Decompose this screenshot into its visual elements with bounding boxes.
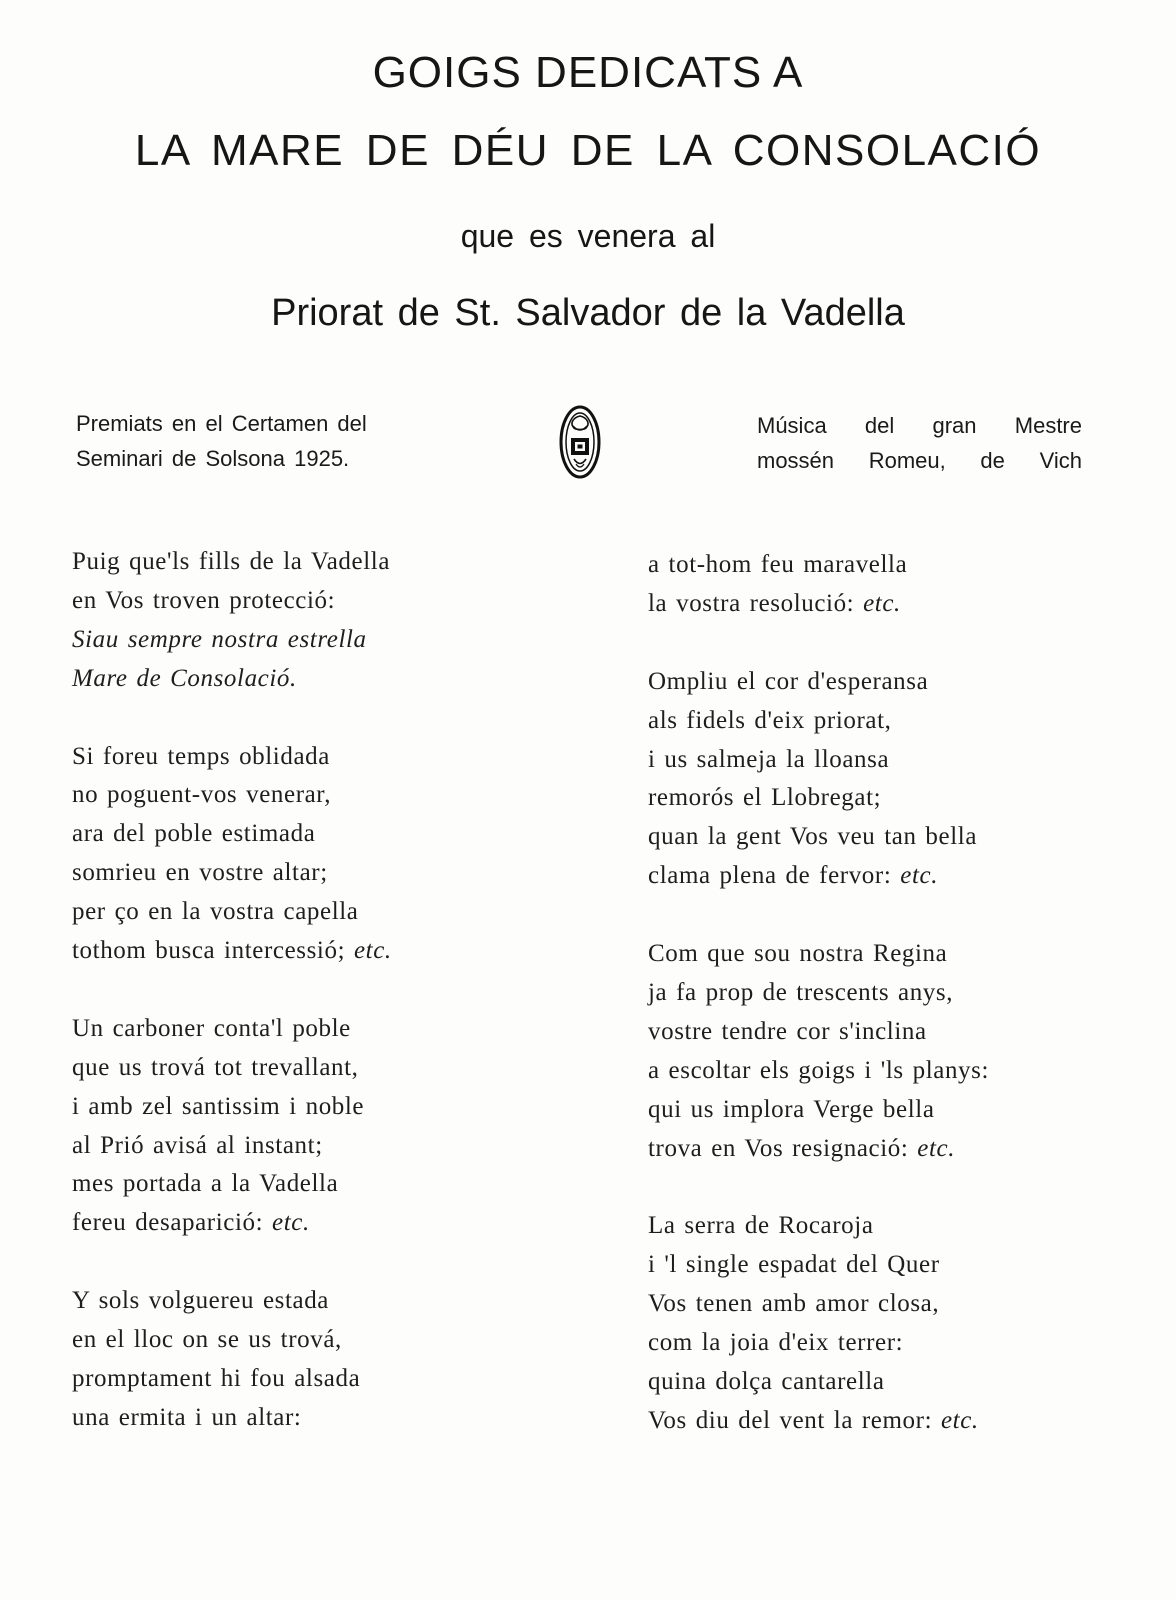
verse-line (72, 1399, 542, 1438)
verse-line (72, 1049, 542, 1088)
verse-text: i us salmeja la lloansa (648, 745, 890, 773)
verse-line (648, 818, 1118, 857)
music-note (757, 408, 1082, 478)
award-note (76, 406, 436, 476)
title-line-1: GOIGS DEDICATS A (372, 48, 804, 97)
verse-line (72, 776, 542, 815)
stanza (648, 663, 1118, 896)
verse-line (72, 543, 542, 582)
refrain-abbreviation: etc. (917, 1134, 956, 1162)
verse-line (648, 1324, 1118, 1363)
verse-text: trova en Vos resignació: (648, 1134, 909, 1162)
verse-text: remorós el Llobregat; (648, 784, 882, 812)
verse-line (72, 1165, 542, 1204)
title-line-2: LA MARE DE DÉU DE LA CONSOLACIÓ (134, 126, 1042, 175)
music-note-line: mossén Romeu, de Vich (757, 448, 1082, 473)
refrain-abbreviation: etc. (940, 1406, 979, 1434)
place-name: Priorat de St. Salvador de la Vadella (271, 292, 905, 334)
verse-text: al Prió avisá al instant; (72, 1131, 323, 1159)
subtitle: que es venera al (460, 218, 716, 254)
verse-text: Un carboner conta'l poble (72, 1014, 351, 1042)
stanza (72, 738, 542, 971)
verse-line (648, 857, 1118, 896)
verse-line (648, 1052, 1118, 1091)
verse-text: quan la gent Vos veu tan bella (648, 823, 978, 851)
verse-text: tothom busca intercessió; (72, 937, 346, 965)
verse-line (648, 663, 1118, 702)
stanza (72, 1010, 542, 1243)
verse-text: fereu desaparició: (72, 1209, 264, 1237)
verse-text: una ermita i un altar: (72, 1403, 302, 1431)
award-note-line: Seminari de Solsona 1925. (76, 446, 350, 471)
verse-text: als fidels d'eix priorat, (648, 706, 892, 734)
verse-text: promptament hi fou alsada (72, 1365, 361, 1393)
verse-line (72, 1360, 542, 1399)
stanza (72, 543, 542, 699)
verse-text: Com que sou nostra Regina (648, 940, 948, 968)
verse-line (72, 1127, 542, 1166)
verse-text: mes portada a la Vadella (72, 1170, 339, 1198)
verse-text: en Vos troven protecció: (72, 586, 336, 614)
verse-line (648, 1285, 1118, 1324)
verse-text: Siau sempre nostra estrella (72, 625, 367, 653)
refrain-line (72, 621, 542, 660)
music-note-line: Música del gran Mestre (757, 413, 1082, 438)
verse-text: Y sols volguereu estada (72, 1287, 330, 1315)
verse-line (648, 1363, 1118, 1402)
verse-line (72, 854, 542, 893)
verse-text: a escoltar els goigs i 'ls planys: (648, 1056, 990, 1084)
verse-text: quina dolça cantarella (648, 1368, 885, 1396)
verse-line (72, 738, 542, 777)
verse-text: Si foreu temps oblidada (72, 742, 330, 770)
verse-line (648, 741, 1118, 780)
poem-left-column (72, 543, 542, 1477)
verse-text: Vos diu del vent la remor: (648, 1406, 933, 1434)
verse-text: Mare de Consolació. (72, 664, 297, 692)
award-note-line: Premiats en el Certamen del (76, 411, 367, 436)
verse-text: clama plena de fervor: (648, 862, 892, 890)
verse-line (72, 1204, 542, 1243)
verse-line (648, 585, 1118, 624)
verse-text: com la joia d'eix terrer: (648, 1329, 904, 1357)
refrain-abbreviation: etc. (863, 589, 901, 617)
verse-line (648, 935, 1118, 974)
verse-text: per ço en la vostra capella (72, 898, 359, 926)
refrain-abbreviation: etc. (353, 937, 392, 965)
verse-text: i amb zel santissim i noble (72, 1092, 365, 1120)
verse-text: somrieu en vostre altar; (72, 859, 328, 887)
verse-text: Ompliu el cor d'esperansa (648, 667, 929, 695)
verse-text: a tot-hom feu maravella (648, 551, 908, 578)
verse-line (72, 932, 542, 971)
stanza (72, 1282, 542, 1438)
stanza (648, 546, 1118, 624)
verse-line (648, 779, 1118, 818)
verse-line (72, 815, 542, 854)
verse-text: ja fa prop de trescents anys, (648, 979, 954, 1007)
poem-right-column (648, 546, 1118, 1480)
verse-text: La serra de Rocaroja (648, 1212, 874, 1240)
refrain-abbreviation: etc. (272, 1209, 310, 1237)
verse-line (648, 1013, 1118, 1052)
verse-text: que us trová tot trevallant, (72, 1053, 359, 1081)
verse-text: ara del poble estimada (72, 820, 316, 848)
verse-text: la vostra resolució: (648, 589, 855, 617)
verse-line (648, 974, 1118, 1013)
verse-line (72, 1282, 542, 1321)
verse-text: en el lloc on se us trová, (72, 1326, 342, 1354)
stanza (648, 1207, 1118, 1440)
oval-ornament-icon (558, 404, 602, 480)
verse-text: Vos tenen amb amor closa, (648, 1290, 940, 1318)
verse-line (72, 1088, 542, 1127)
verse-text: qui us implora Verge bella (648, 1095, 935, 1123)
verse-line (648, 1402, 1118, 1441)
verse-line (72, 1010, 542, 1049)
verse-line (648, 1246, 1118, 1285)
verse-line (648, 702, 1118, 741)
stanza (648, 935, 1118, 1168)
verse-line (648, 546, 1118, 585)
verse-line (72, 582, 542, 621)
refrain-abbreviation: etc. (900, 862, 939, 890)
verse-text: vostre tendre cor s'inclina (648, 1017, 927, 1045)
verse-text: i 'l single espadat del Quer (648, 1251, 940, 1279)
verse-line (648, 1207, 1118, 1246)
refrain-line (72, 660, 542, 699)
verse-text: Puig que'ls fills de la Vadella (72, 548, 391, 575)
verse-line (72, 893, 542, 932)
verse-text: no poguent-vos venerar, (72, 781, 332, 809)
verse-line (648, 1091, 1118, 1130)
verse-line (648, 1130, 1118, 1169)
verse-line (72, 1321, 542, 1360)
